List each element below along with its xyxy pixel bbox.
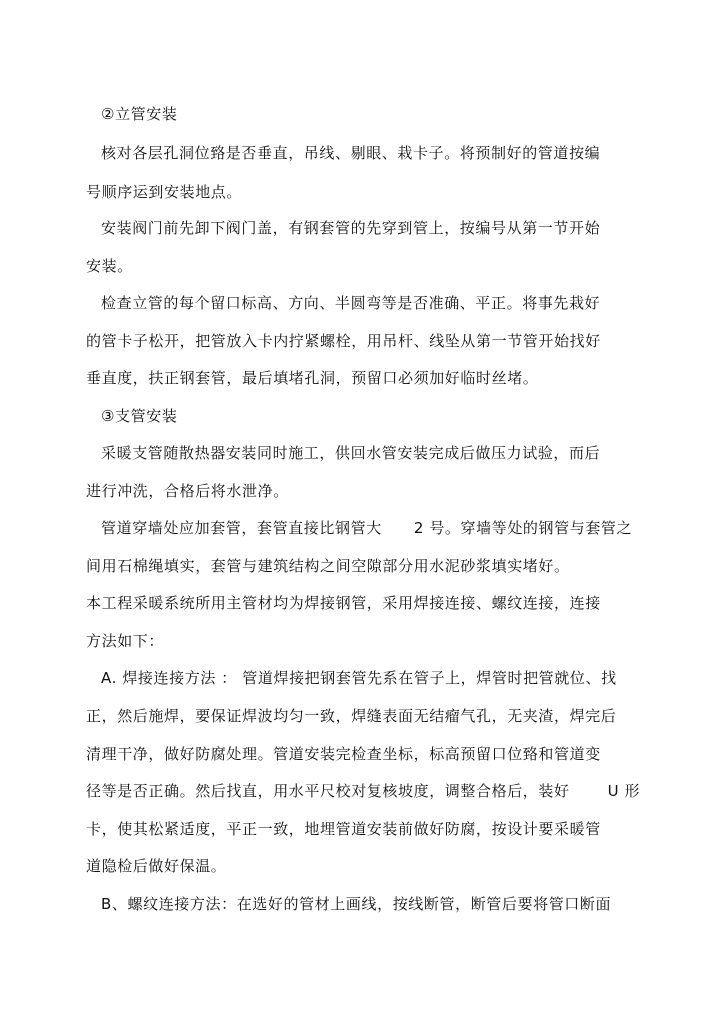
paragraph-segment: 管道穿墙处应加套管，套管直接比钢管大 xyxy=(101,519,382,537)
paragraph-line: 的管卡子松开，把管放入卡内拧紧螺栓，用吊杆、线坠从第一节管开始找好 xyxy=(86,332,601,350)
paragraph-line: 核对各层孔洞位臵是否垂直，吊线、剔眼、栽卡子。将预制好的管道按编 xyxy=(101,144,601,162)
paragraph-line: 方法如下： xyxy=(86,632,165,650)
paragraph-line: B、螺纹连接方法：在选好的管材上画线，按线断管，断管后要将管口断面 xyxy=(101,895,612,913)
paragraph-line: 检查立管的每个留口标高、方向、半圆弯等是否准确、平正。将事先栽好 xyxy=(101,294,601,312)
paragraph-line: A. 焊接连接方法 ： 管道焊接把钢套管先系在管子上，焊管时把管就位、找 xyxy=(101,669,617,687)
paragraph-line: 间用石棉绳填实，套管与建筑结构之间空隙部分用水泥砂浆填实堵好。 xyxy=(86,557,570,575)
paragraph-line: 安装阀门前先卸下阀门盖，有钢套管的先穿到管上，按编号从第一节开始 xyxy=(101,219,601,237)
heading-riser-installation: ②立管安装 xyxy=(101,105,178,123)
paragraph-line: 本工程采暖系统所用主管材均为焊接钢管，采用焊接连接、螺纹连接，连接 xyxy=(86,594,601,612)
heading-branch-pipe-installation: ③支管安装 xyxy=(101,407,178,425)
paragraph-line xyxy=(101,518,632,538)
paragraph-line: 垂直度，扶正钢套管，最后填堵孔洞，预留口必须加好临时丝堵。 xyxy=(86,369,539,387)
paragraph-line xyxy=(86,781,640,801)
paragraph-segment: 2 号。穿墙等处的钢管与套管之 xyxy=(413,519,633,537)
paragraph-line: 进行冲洗，合格后将水泄净。 xyxy=(86,482,289,500)
paragraph-line: 安装。 xyxy=(86,257,133,275)
paragraph-line: 号顺序运到安装地点。 xyxy=(86,183,243,201)
paragraph-line: 道隐检后做好保温。 xyxy=(86,857,227,875)
paragraph-line: 正，然后施焊，要保证焊波均匀一致，焊缝表面无结瘤气孔，无夹渣，焊完后 xyxy=(86,707,617,725)
paragraph-line: 采暖支管随散热器安装同时施工，供回水管安装完成后做压力试验，而后 xyxy=(101,444,601,462)
paragraph-segment: 径等是否正确。然后找直，用水平尺校对复核坡度，调整合格后，装好 xyxy=(86,782,570,800)
paragraph-line: 卡，使其松紧适度，平正一致，地埋管道安装前做好防腐，按设计要采暖管 xyxy=(86,820,601,838)
paragraph-segment: U 形 xyxy=(607,782,641,800)
paragraph-line: 清理干净，做好防腐处理。管道安装完检查坐标，标高预留口位臵和管道变 xyxy=(86,745,601,763)
